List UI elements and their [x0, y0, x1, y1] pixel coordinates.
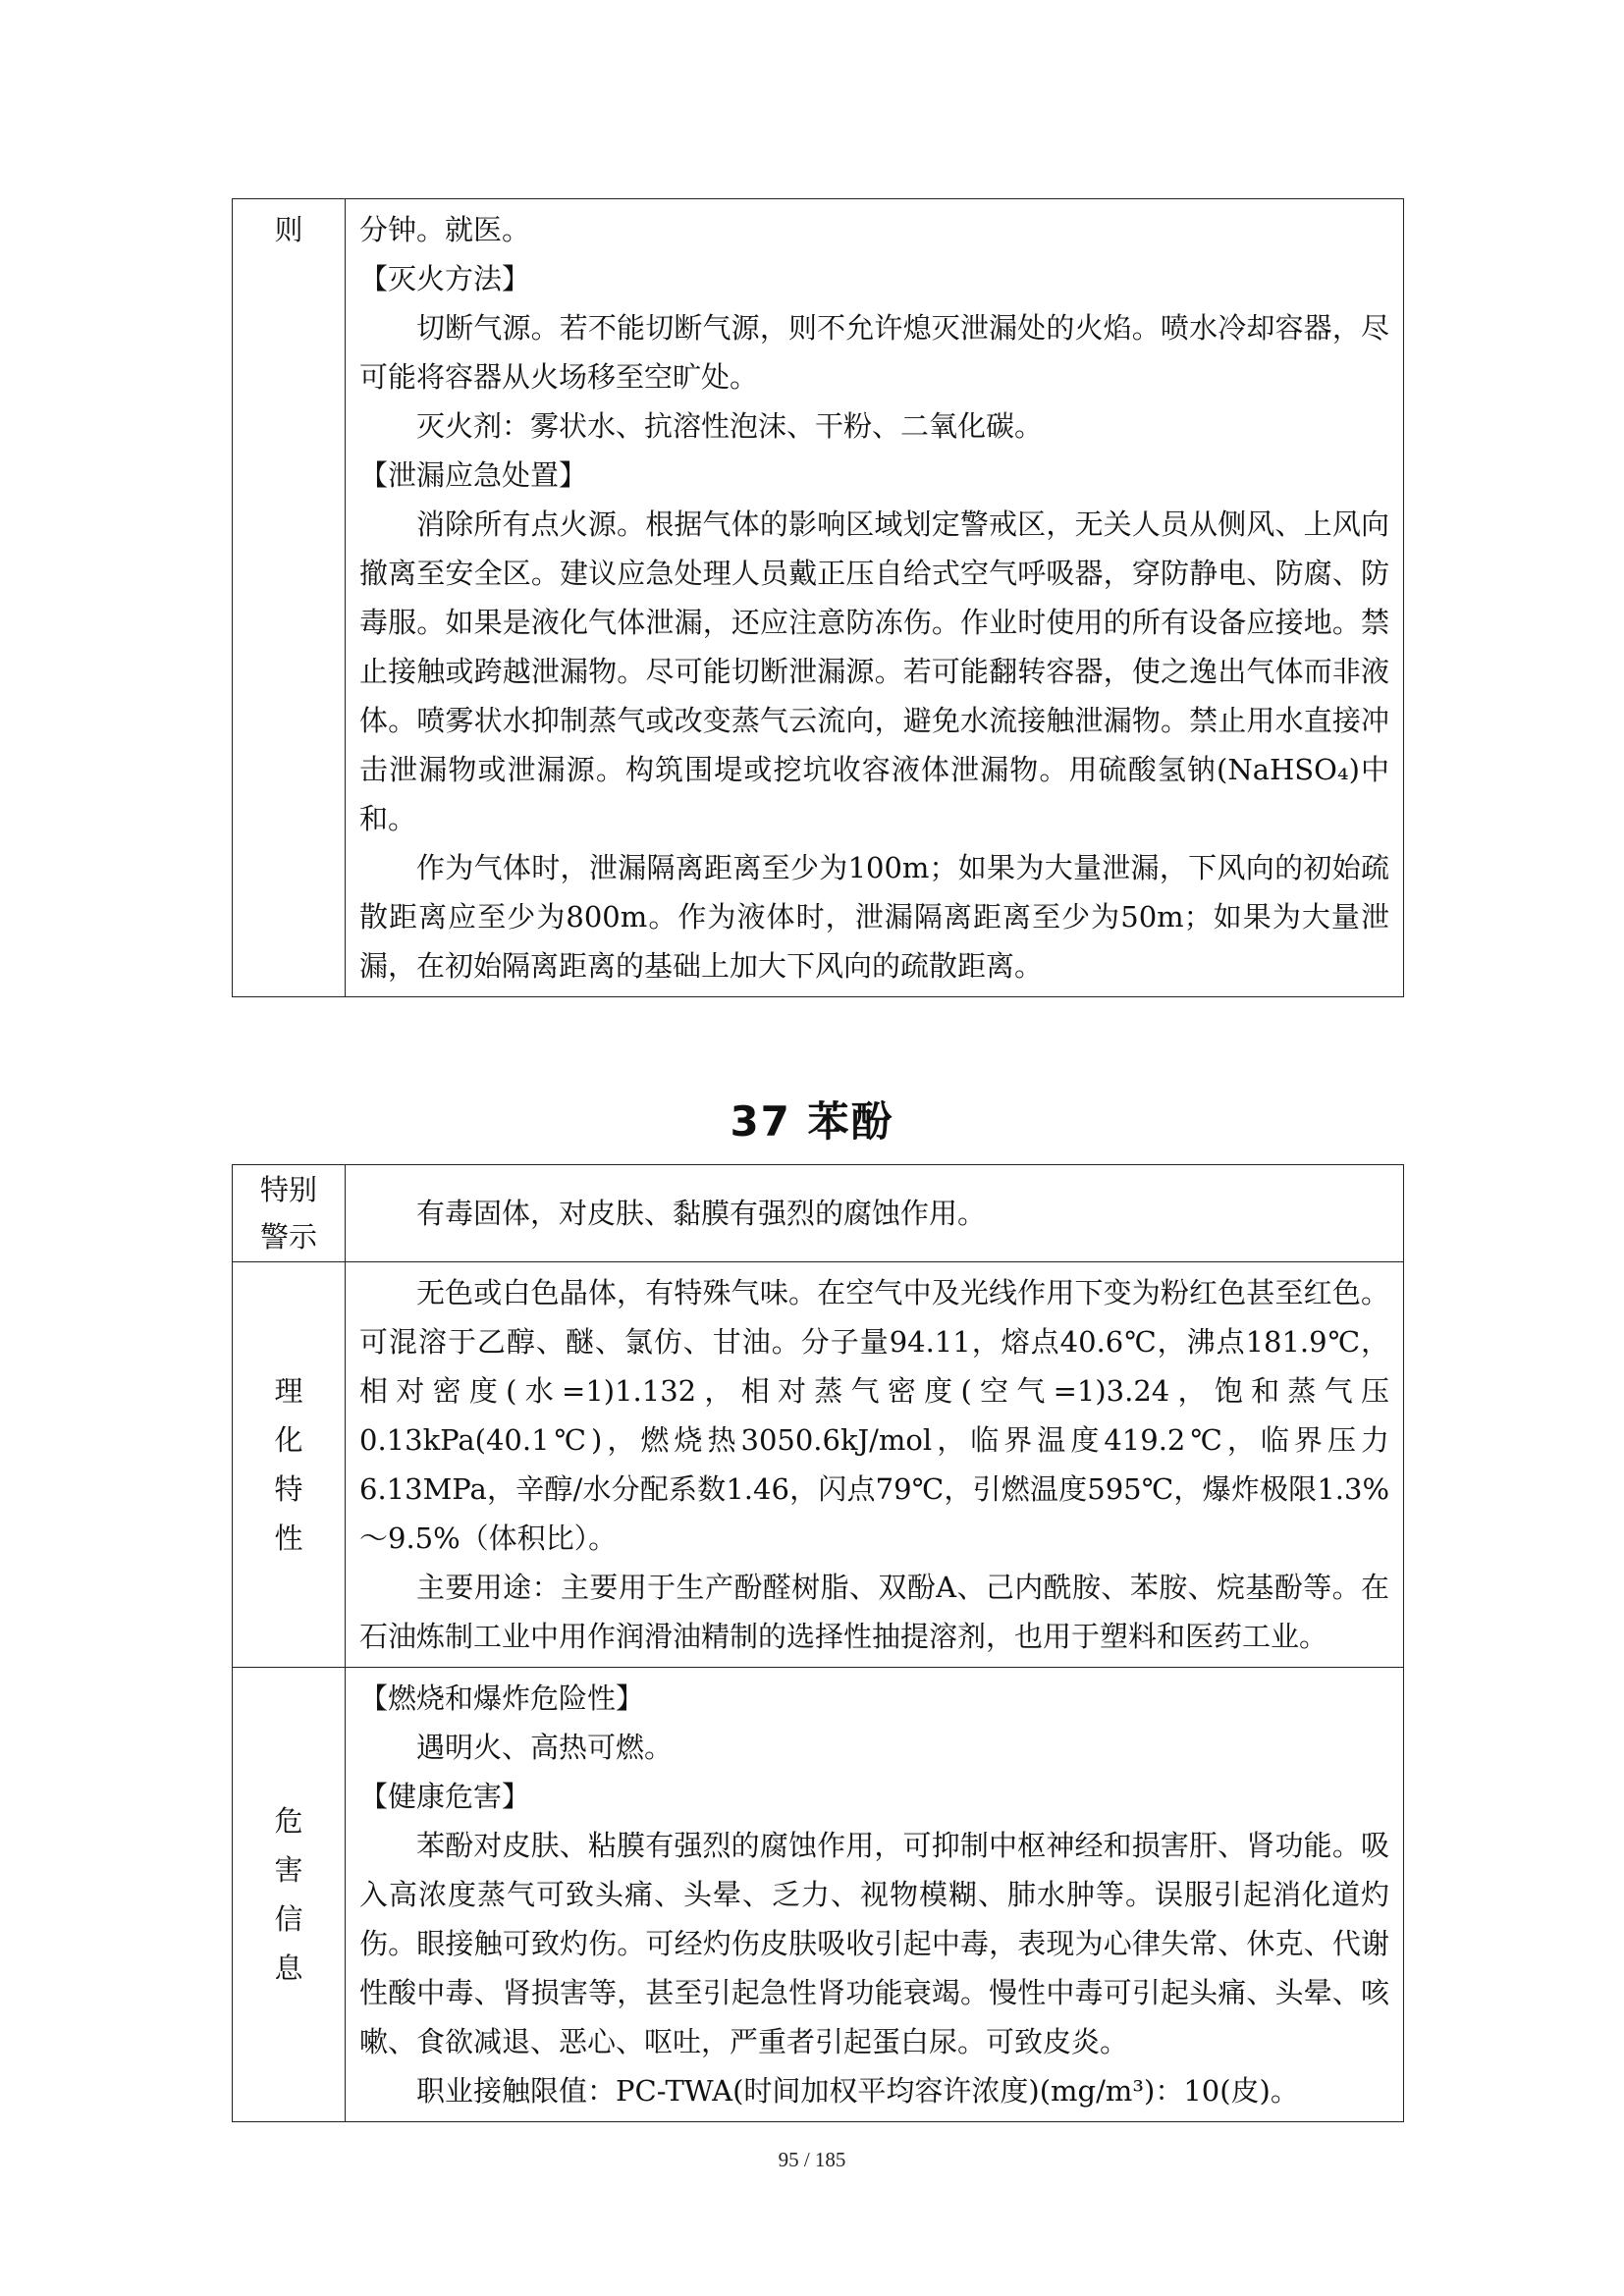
warning-label-line1: 特别	[259, 1173, 317, 1206]
section1-content	[346, 199, 1404, 997]
hazard-content	[346, 1668, 1404, 2122]
hazard-heading-fire: 【燃烧和爆炸危险性】	[359, 1682, 645, 1715]
hazard-label-cell	[233, 1668, 346, 2122]
s1-para-6: 作为气体时，泄漏隔离距离至少为100m；如果为大量泄漏，下风向的初始疏散距离应至少为800m。作为液体时，泄漏隔离距离至少为50m；如果为大量泄漏，在初始隔离距离的基础上加大下风向的疏散距离。	[359, 851, 1389, 983]
hazard-para-4: 职业接触限值：PC-TWA(时间加权平均容许浓度)(mg/m³)：10(皮)。	[416, 2074, 1299, 2108]
hazard-label-char: 害	[274, 1853, 303, 1887]
properties-label-char: 性	[274, 1522, 303, 1555]
properties-label-char: 特	[274, 1472, 303, 1506]
hazard-heading-health: 【健康危害】	[359, 1780, 531, 1813]
section1-label: 则	[274, 213, 303, 246]
s1-para-3: 灭火剂：雾状水、抗溶性泡沫、干粉、二氧化碳。	[416, 409, 1044, 443]
s1-heading-leak: 【泄漏应急处置】	[359, 458, 588, 492]
hazard-label-char: 信	[274, 1902, 303, 1936]
section1-table	[232, 198, 1404, 997]
warning-text: 有毒固体，对皮肤、黏膜有强烈的腐蚀作用。	[416, 1197, 987, 1230]
properties-content	[346, 1262, 1404, 1668]
warning-label-cell	[233, 1165, 346, 1262]
warning-content	[346, 1165, 1404, 1262]
s1-para-2: 切断气源。若不能切断气源，则不允许熄灭泄漏处的火焰。喷水冷却容器，尽可能将容器从火场移至空旷处。	[359, 311, 1389, 394]
hazard-label-char: 息	[274, 1951, 303, 1985]
properties-label-char: 理	[274, 1374, 303, 1408]
page-title: 37 苯酚	[730, 1097, 894, 1146]
hazard-para-1: 遇明火、高热可燃。	[416, 1731, 674, 1764]
page-number: 95 / 185	[778, 2148, 846, 2171]
s1-para-5: 消除所有点火源。根据气体的影响区域划定警戒区，无关人员从侧风、上风向撤离至安全区。建议应急处理人员戴正压自给式空气呼吸器，穿防静电、防腐、防毒服。如果是液化气体泄漏，还应注意防冻伤。作业时使用的所有设备应接地。禁止接触或跨越泄漏物。尽可能切断泄漏源。若可能翻转容器，使之逸出气体而非液体。喷雾状水抑制蒸气或改变蒸气云流向，避免水流接触泄漏物。禁止用水直接冲击泄漏物或泄漏源。构筑围堤或挖坑收容液体泄漏物。用硫酸氢钠(NaHSO₄)中和。	[359, 507, 1389, 835]
hazard-label-char: 危	[274, 1804, 303, 1838]
s1-para-0: 分钟。就医。	[359, 213, 531, 246]
warning-label-line2: 警示	[259, 1220, 317, 1254]
s1-heading-fire: 【灭火方法】	[359, 262, 531, 295]
properties-label-cell	[233, 1262, 346, 1668]
properties-label-char: 化	[274, 1423, 303, 1457]
properties-para-1: 主要用途：主要用于生产酚醛树脂、双酚A、己内酰胺、苯胺、烷基酚等。在石油炼制工业中用作润滑油精制的选择性抽提溶剂，也用于塑料和医药工业。	[359, 1571, 1389, 1653]
hazard-para-3: 苯酚对皮肤、粘膜有强烈的腐蚀作用，可抑制中枢神经和损害肝、肾功能。吸入高浓度蒸气可致头痛、头晕、乏力、视物模糊、肺水肿等。误服引起消化道灼伤。眼接触可致灼伤。可经灼伤皮肤吸收引起中毒，表现为心律失常、休克、代谢性酸中毒、肾损害等，甚至引起急性肾功能衰竭。慢性中毒可引起头痛、头晕、咳嗽、食欲减退、恶心、呕吐，严重者引起蛋白尿。可致皮炎。	[359, 1829, 1389, 2058]
section1-label-cell	[233, 199, 346, 997]
section2-table	[232, 1164, 1404, 2122]
properties-para-0: 无色或白色晶体，有特殊气味。在空气中及光线作用下变为粉红色甚至红色。可混溶于乙醇、醚、氯仿、甘油。分子量94.11，熔点40.6℃，沸点181.9℃，相对密度(水=1)1.132，相对蒸气密度(空气=1)3.24，饱和蒸气压0.13kPa(40.1℃)，燃烧热3050.6kJ/mol，临界温度419.2℃，临界压力6.13MPa，辛醇/水分配系数1.46，闪点79℃，引燃温度595℃，爆炸极限1.3%～9.5%（体积比）。	[359, 1276, 1389, 1555]
